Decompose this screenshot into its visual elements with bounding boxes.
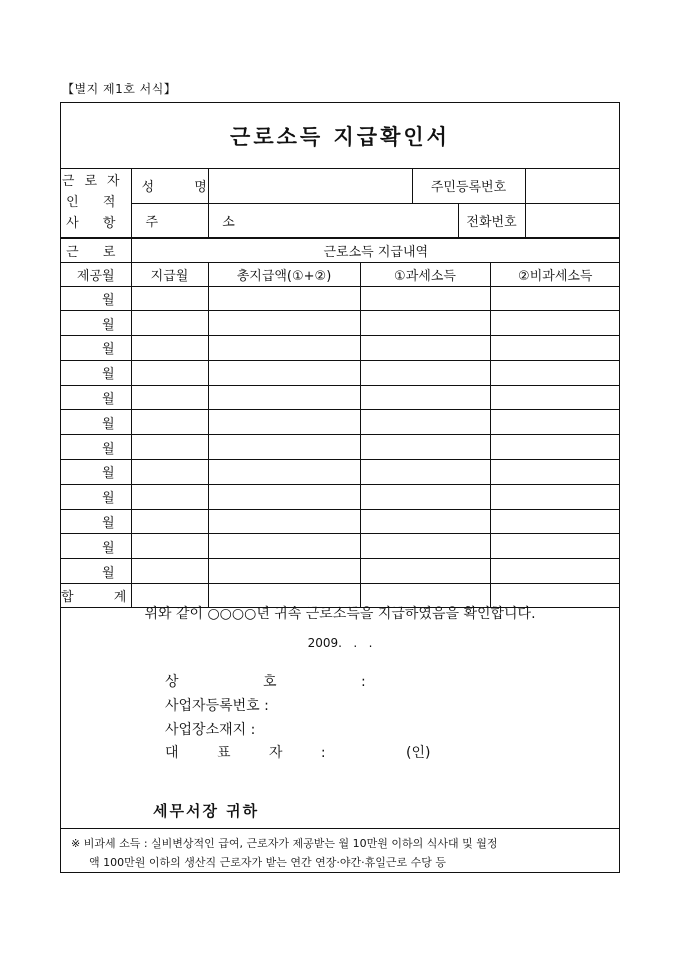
confirmation-statement: 위와 같이 ○○○○년 귀속 근로소득을 지급하였음을 확인합니다. bbox=[144, 606, 536, 622]
worker-label-line2: 인 적 bbox=[66, 195, 126, 211]
nontaxable-income-cell[interactable] bbox=[490, 311, 620, 336]
month-label: 월 bbox=[61, 410, 131, 435]
taxable-income-cell[interactable] bbox=[360, 336, 490, 361]
month-label: 월 bbox=[61, 385, 131, 410]
table-row bbox=[61, 484, 620, 509]
pay-month-cell[interactable] bbox=[131, 410, 208, 435]
month-label: 월 bbox=[61, 460, 131, 485]
col-taxable-income: ①과세소득 bbox=[360, 262, 490, 286]
representative-label: 대 표 자 : bbox=[165, 745, 343, 761]
table-row bbox=[61, 336, 620, 361]
pay-month-cell[interactable] bbox=[131, 509, 208, 534]
col-nontaxable-income: ②비과세소득 bbox=[490, 262, 620, 286]
resident-id-label: 주민등록번호 bbox=[412, 169, 525, 203]
pay-month-cell[interactable] bbox=[131, 534, 208, 559]
biz-address-label: 사업장소재지 : bbox=[165, 722, 256, 738]
total-amount-cell[interactable] bbox=[208, 311, 360, 336]
seal-mark: (인) bbox=[406, 745, 431, 761]
trade-name-label: 상 호 : bbox=[165, 674, 406, 690]
table-row bbox=[61, 360, 620, 385]
representative-field bbox=[165, 742, 343, 762]
month-label: 월 bbox=[61, 311, 131, 336]
taxable-income-cell[interactable] bbox=[360, 534, 490, 559]
pay-month-cell[interactable] bbox=[131, 460, 208, 485]
total-amount-cell[interactable] bbox=[208, 360, 360, 385]
nontaxable-income-cell[interactable] bbox=[490, 286, 620, 311]
month-label: 월 bbox=[61, 484, 131, 509]
pay-month-cell[interactable] bbox=[131, 311, 208, 336]
pay-month-cell[interactable] bbox=[131, 484, 208, 509]
pay-month-cell[interactable] bbox=[131, 559, 208, 584]
issue-date: 2009. . . bbox=[307, 636, 373, 650]
nontaxable-income-cell[interactable] bbox=[490, 410, 620, 435]
phone-field[interactable] bbox=[525, 203, 620, 237]
table-row bbox=[61, 385, 620, 410]
work-month-header-bottom: 제공월 bbox=[61, 262, 131, 286]
table-row bbox=[61, 534, 620, 559]
worker-label-line3: 사 항 bbox=[66, 216, 126, 232]
worker-info-table bbox=[61, 169, 620, 238]
worker-label-line1: 근로자 bbox=[61, 174, 130, 190]
total-amount-cell[interactable] bbox=[208, 460, 360, 485]
taxable-income-cell[interactable] bbox=[360, 385, 490, 410]
nontaxable-income-cell[interactable] bbox=[490, 534, 620, 559]
footnote-line1: ※ 비과세 소득 : 실비변상적인 급여, 근로자가 제공받는 월 10만원 이하의 식사대 및 월정 bbox=[71, 837, 498, 850]
month-label: 월 bbox=[61, 336, 131, 361]
nontaxable-income-cell[interactable] bbox=[490, 509, 620, 534]
footnote bbox=[61, 828, 619, 872]
total-amount-cell[interactable] bbox=[208, 509, 360, 534]
col-total-amount: 총지급액(①+②) bbox=[208, 262, 360, 286]
form-number-tag: 【별지 제1호 서식】 bbox=[62, 82, 177, 96]
table-row bbox=[61, 460, 620, 485]
addressee: 세무서장 귀하 bbox=[153, 802, 260, 820]
month-label: 월 bbox=[61, 435, 131, 460]
biz-reg-no-label: 사업자등록번호 : bbox=[165, 698, 269, 714]
total-amount-cell[interactable] bbox=[208, 435, 360, 460]
nontaxable-income-cell[interactable] bbox=[490, 385, 620, 410]
total-amount-cell[interactable] bbox=[208, 559, 360, 584]
total-amount-cell[interactable] bbox=[208, 410, 360, 435]
month-label: 월 bbox=[61, 509, 131, 534]
table-row bbox=[61, 410, 620, 435]
form-title: 근로소득 지급확인서 bbox=[61, 103, 619, 169]
total-amount-cell[interactable] bbox=[208, 286, 360, 311]
nontaxable-income-cell[interactable] bbox=[490, 360, 620, 385]
taxable-income-cell[interactable] bbox=[360, 435, 490, 460]
total-amount-cell[interactable] bbox=[208, 534, 360, 559]
month-label: 월 bbox=[61, 360, 131, 385]
income-table bbox=[61, 238, 620, 609]
income-column-headers bbox=[61, 262, 620, 286]
table-row bbox=[61, 286, 620, 311]
taxable-income-cell[interactable] bbox=[360, 360, 490, 385]
confirmation-form bbox=[60, 102, 620, 873]
work-month-header-top: 근 로 bbox=[61, 238, 131, 262]
nontaxable-income-cell[interactable] bbox=[490, 435, 620, 460]
confirmation-section bbox=[61, 585, 619, 797]
pay-month-cell[interactable] bbox=[131, 286, 208, 311]
taxable-income-cell[interactable] bbox=[360, 460, 490, 485]
table-row bbox=[61, 509, 620, 534]
total-amount-cell[interactable] bbox=[208, 336, 360, 361]
payment-details-header: 근로소득 지급내역 bbox=[131, 238, 620, 262]
table-row bbox=[61, 435, 620, 460]
pay-month-cell[interactable] bbox=[131, 360, 208, 385]
resident-id-field[interactable] bbox=[525, 169, 620, 203]
col-pay-month: 지급월 bbox=[131, 262, 208, 286]
total-amount-cell[interactable] bbox=[208, 385, 360, 410]
taxable-income-cell[interactable] bbox=[360, 311, 490, 336]
nontaxable-income-cell[interactable] bbox=[490, 559, 620, 584]
footnote-line2: 액 100만원 이하의 생산직 근로자가 받는 연간 연장·야간·휴일근로 수당 등 bbox=[89, 856, 446, 869]
month-label: 월 bbox=[61, 286, 131, 311]
nontaxable-income-cell[interactable] bbox=[490, 460, 620, 485]
table-row bbox=[61, 311, 620, 336]
name-label: 성 명 bbox=[131, 169, 208, 203]
taxable-income-cell[interactable] bbox=[360, 286, 490, 311]
nontaxable-income-cell[interactable] bbox=[490, 484, 620, 509]
name-field[interactable] bbox=[208, 169, 412, 203]
taxable-income-cell[interactable] bbox=[360, 410, 490, 435]
phone-label: 전화번호 bbox=[458, 203, 525, 237]
month-label: 월 bbox=[61, 559, 131, 584]
biz-reg-no-field bbox=[165, 695, 269, 715]
pay-month-cell[interactable] bbox=[131, 336, 208, 361]
trade-name-field bbox=[165, 671, 406, 691]
pay-month-cell[interactable] bbox=[131, 385, 208, 410]
month-label: 월 bbox=[61, 534, 131, 559]
address-label: 주 소 bbox=[131, 203, 208, 237]
biz-address-field bbox=[165, 719, 255, 739]
taxable-income-cell[interactable] bbox=[360, 484, 490, 509]
worker-section-label bbox=[61, 169, 131, 237]
total-amount-cell[interactable] bbox=[208, 484, 360, 509]
nontaxable-income-cell[interactable] bbox=[490, 336, 620, 361]
taxable-income-cell[interactable] bbox=[360, 509, 490, 534]
table-row bbox=[61, 559, 620, 584]
pay-month-cell[interactable] bbox=[131, 435, 208, 460]
taxable-income-cell[interactable] bbox=[360, 559, 490, 584]
total-label: 합 계 bbox=[61, 584, 131, 608]
